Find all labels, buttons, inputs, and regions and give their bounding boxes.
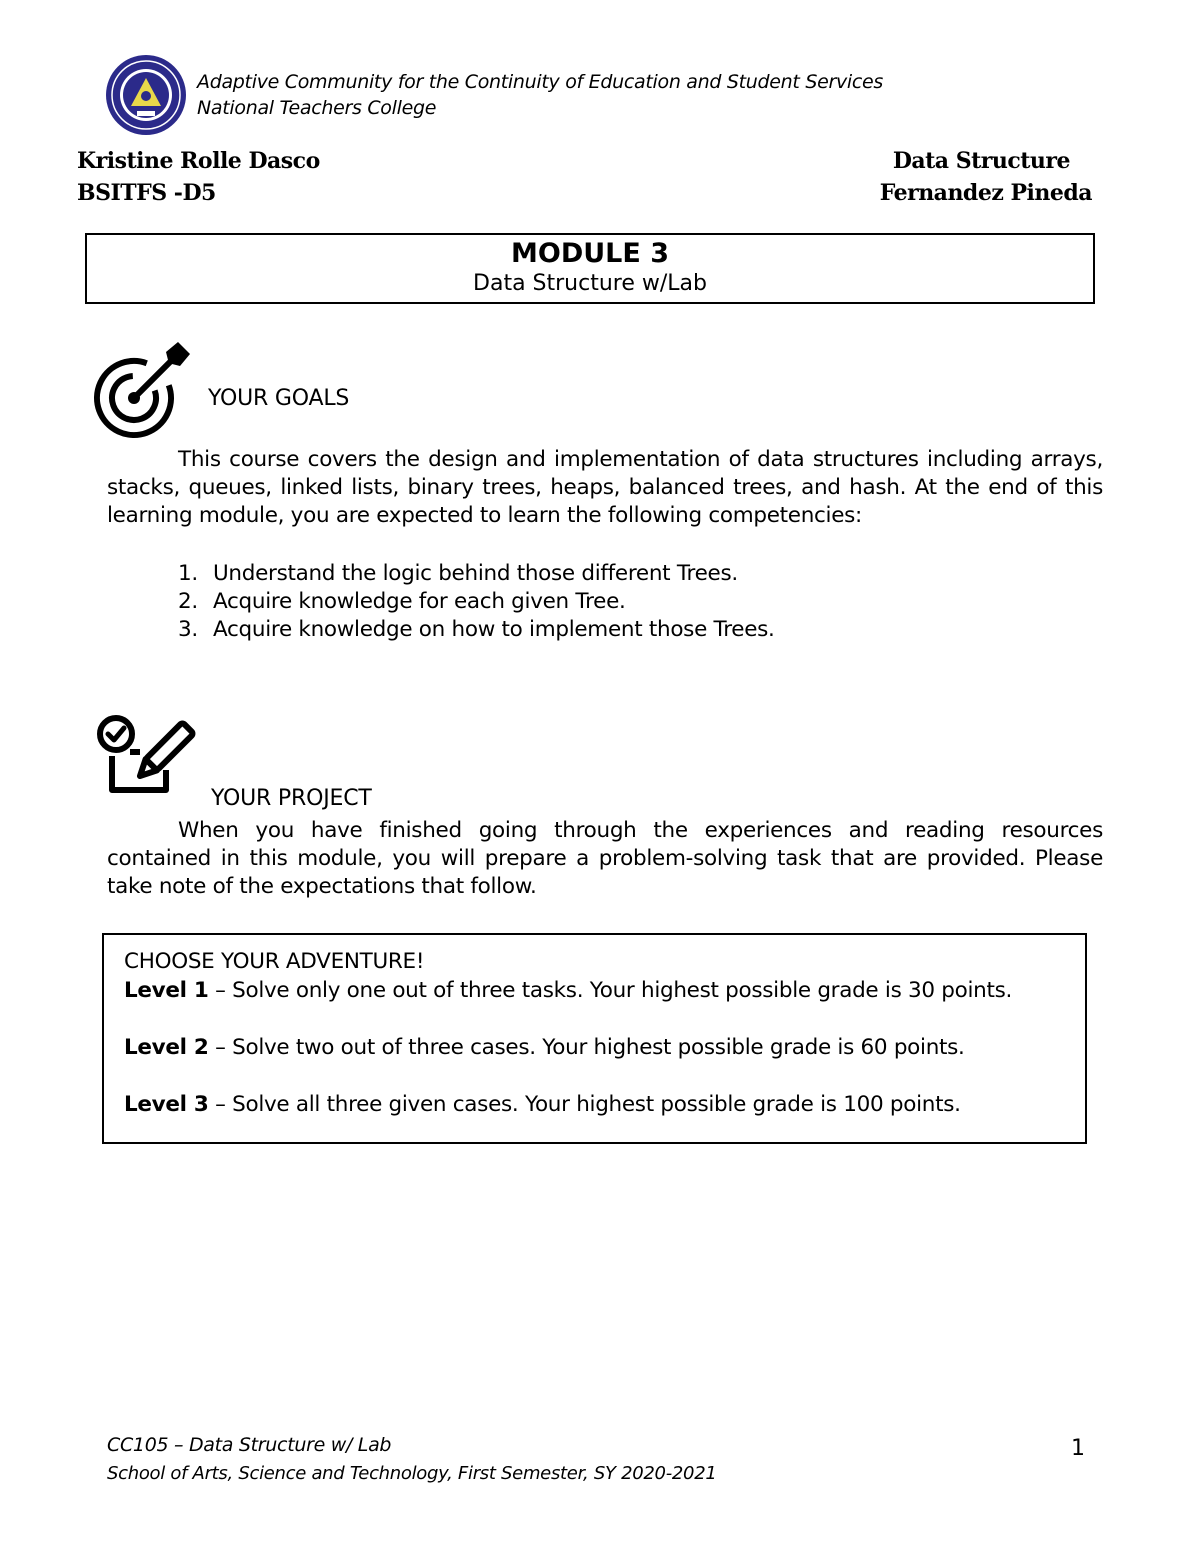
module-box — [85, 233, 1095, 304]
level-label: Level 1 — [124, 978, 209, 1003]
footer-school: School of Arts, Science and Technology, First Semester, SY 2020-2021 — [107, 1463, 717, 1484]
list-item-text: Acquire knowledge on how to implement those Trees. — [213, 617, 775, 642]
header-line-1: Adaptive Community for the Continuity of Education and Student Services — [197, 71, 884, 93]
level-text: – Solve two out of three cases. Your highest possible grade is 60 points. — [208, 1035, 965, 1060]
project-paragraph — [107, 817, 1103, 901]
level-text: – Solve only one out of three tasks. Your highest possible grade is 30 points. — [208, 978, 1013, 1003]
list-item-number: 3. — [178, 617, 198, 642]
list-item-number: 2. — [178, 589, 198, 614]
list-item — [178, 616, 775, 644]
list-item-text: Acquire knowledge for each given Tree. — [213, 589, 626, 614]
module-title: MODULE 3 — [511, 238, 669, 269]
module-subtitle: Data Structure w/Lab — [473, 271, 707, 296]
level-label: Level 2 — [124, 1035, 209, 1060]
level-1-row — [124, 978, 1012, 1003]
goals-paragraph-text: This course covers the design and implementation of data structures including arrays, stacks, queues, linked lists, binary trees, heaps, balanced trees, and hash. At the end of this learning module, you are expected to learn the following competencies: — [107, 447, 1103, 528]
project-paragraph-text: When you have finished going through the experiences and reading resources contained in this module, you will prepare a problem-solving task that are provided. Please take note of the expectations that follow. — [107, 818, 1103, 899]
goals-paragraph — [107, 446, 1103, 530]
level-3-row — [124, 1092, 961, 1117]
college-seal — [105, 54, 187, 136]
target-icon — [92, 340, 192, 440]
list-item — [178, 588, 775, 616]
level-text: – Solve all three given cases. Your highest possible grade is 100 points. — [208, 1092, 961, 1117]
level-2-row — [124, 1035, 965, 1060]
course-instructor: Fernandez Pineda — [879, 180, 1092, 206]
competency-list — [178, 560, 775, 644]
student-section: BSITFS -D5 — [77, 180, 216, 206]
level-label: Level 3 — [124, 1092, 209, 1117]
adventure-box — [102, 933, 1087, 1144]
checklist-pencil-icon — [96, 712, 196, 798]
seal-icon — [105, 54, 187, 136]
list-item-text: Understand the logic behind those different Trees. — [213, 561, 738, 586]
course-subject: Data Structure — [892, 148, 1070, 174]
project-title: YOUR PROJECT — [211, 786, 372, 811]
list-item-number: 1. — [178, 561, 198, 586]
page-number: 1 — [1071, 1436, 1085, 1461]
list-item — [178, 560, 775, 588]
footer-course: CC105 – Data Structure w/ Lab — [107, 1434, 392, 1456]
adventure-title: CHOOSE YOUR ADVENTURE! — [124, 949, 425, 974]
header-line-2: National Teachers College — [197, 97, 437, 119]
student-name: Kristine Rolle Dasco — [77, 148, 320, 174]
goals-title: YOUR GOALS — [208, 386, 350, 411]
